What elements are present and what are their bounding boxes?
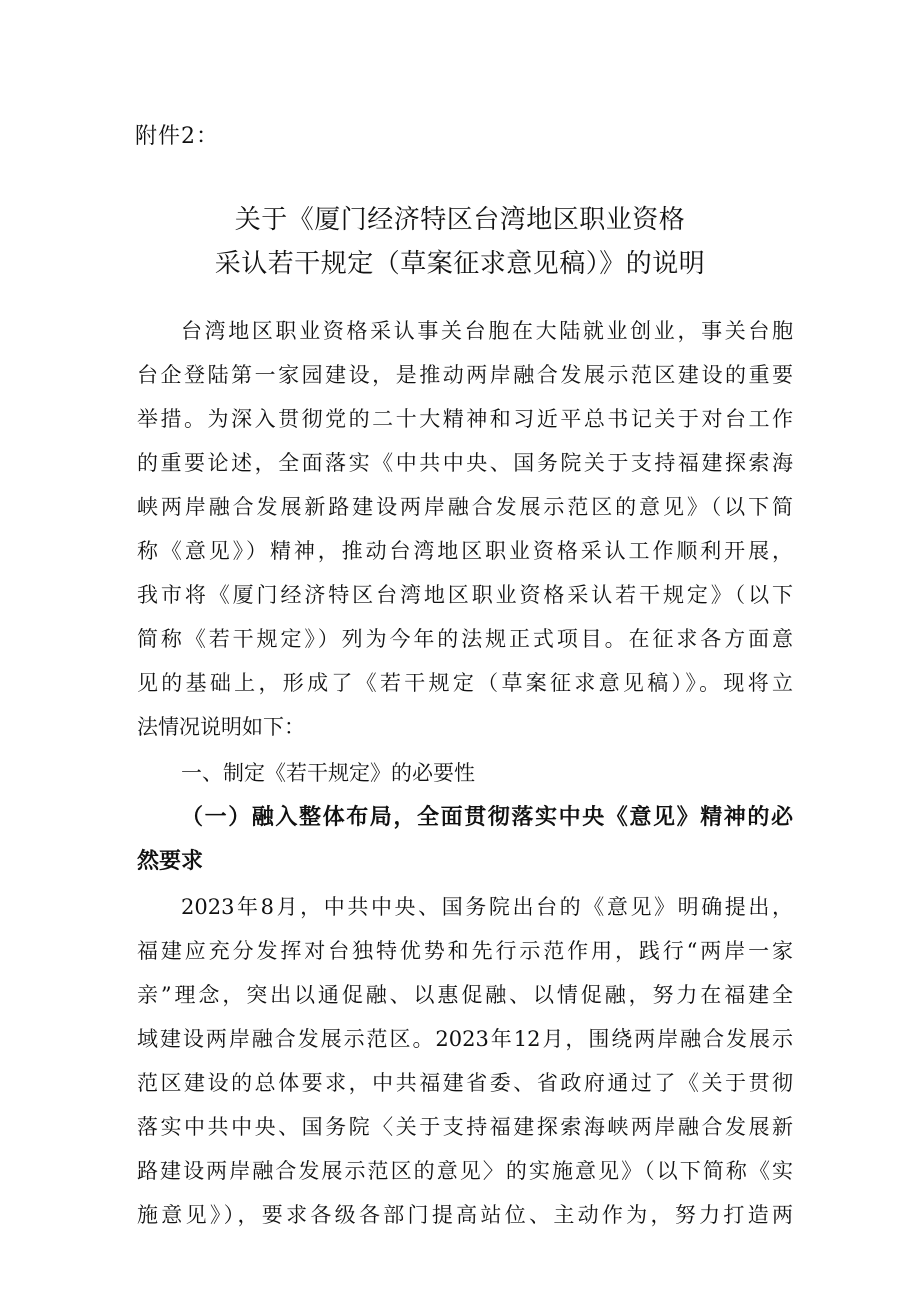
paragraph-1-line: 峡两岸融合发展新路建设两岸融合发展示范区的意见》（以下简	[137, 495, 793, 519]
paragraph-1-line: 台湾地区职业资格采认事关台胞在大陆就业创业，事关台胞	[181, 319, 793, 343]
paragraph-2-line: 2023年8月，中共中央、国务院出台的《意见》明确提出，	[181, 895, 793, 919]
paragraph-1-line: 台企登陆第一家园建设，是推动两岸融合发展示范区建设的重要	[137, 363, 793, 387]
paragraph-2-line: 落实中共中央、国务院〈关于支持福建探索海峡两岸融合发展新	[137, 1115, 793, 1139]
document-title-line-1: 关于《厦门经济特区台湾地区职业资格	[234, 205, 686, 235]
paragraph-2-line: 范区建设的总体要求，中共福建省委、省政府通过了《关于贯彻	[137, 1071, 793, 1095]
paragraph-2-line: 福建应充分发挥对台独特优势和先行示范作用，践行“两岸一家	[137, 939, 793, 963]
paragraph-2-line: 施意见》），要求各级各部门提高站位、主动作为，努力打造两	[137, 1203, 793, 1227]
paragraph-2-line: 路建设两岸融合发展示范区的意见〉的实施意见》（以下简称《实	[137, 1159, 793, 1183]
paragraph-2-line: 亲”理念，突出以通促融、以惠促融、以情促融，努力在福建全	[137, 983, 793, 1007]
paragraph-1-line: 法情况说明如下：	[137, 715, 305, 739]
attachment-label: 附件2：	[135, 124, 219, 149]
paragraph-1-line: 举措。为深入贯彻党的二十大精神和习近平总书记关于对台工作	[137, 407, 793, 431]
paragraph-1-line: 我市将《厦门经济特区台湾地区职业资格采认若干规定》（以下	[137, 583, 793, 607]
paragraph-1-line: 称《意见》）精神，推动台湾地区职业资格采认工作顺利开展，	[137, 539, 793, 563]
document-title-line-2: 采认若干规定（草案征求意见稿）》的说明	[214, 249, 706, 279]
subsection-1-heading-line: 然要求	[137, 848, 204, 874]
paragraph-1-line: 的重要论述，全面落实《中共中央、国务院关于支持福建探索海	[137, 451, 793, 475]
paragraph-1-line: 见的基础上，形成了《若干规定（草案征求意见稿）》。现将立	[137, 671, 793, 695]
paragraph-2-line: 域建设两岸融合发展示范区。2023年12月，围绕两岸融合发展示	[137, 1027, 793, 1051]
section-1-heading: 一、制定《若干规定》的必要性	[181, 761, 475, 785]
paragraph-1-line: 简称《若干规定》）列为今年的法规正式项目。在征求各方面意	[137, 627, 793, 651]
subsection-1-heading-line: （一）融入整体布局，全面贯彻落实中央《意见》精神的必	[181, 804, 793, 830]
